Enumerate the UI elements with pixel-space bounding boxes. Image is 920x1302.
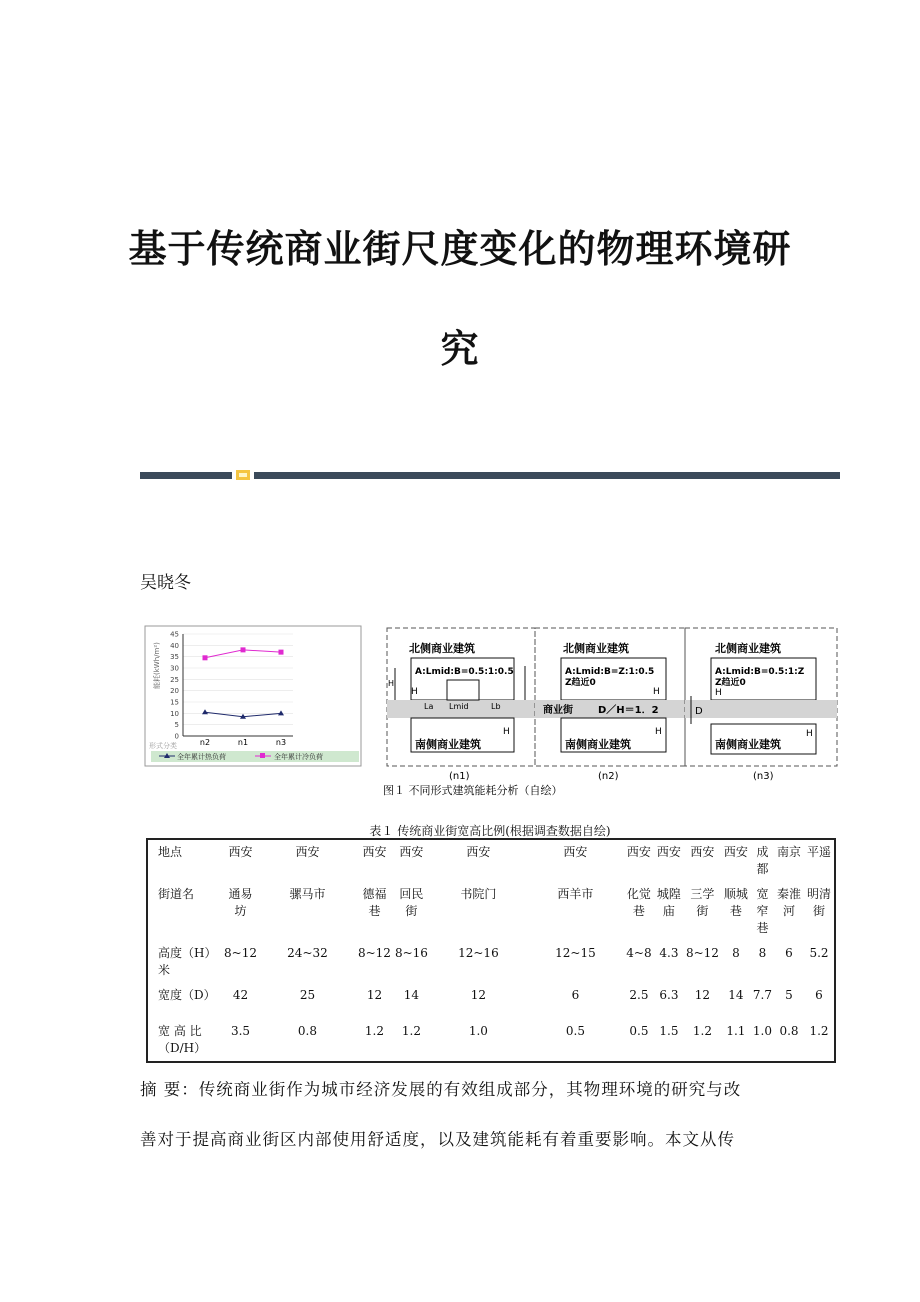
cell: 宽窄巷 <box>756 887 769 935</box>
n2-approx: Z趋近0 <box>565 678 596 688</box>
abstract-line-2: 善对于提高商业街区内部使用舒适度，以及建筑能耗有着重要影响。本文从传 <box>140 1130 735 1149</box>
table-row-width <box>147 983 835 1019</box>
cell: 4.3 <box>659 946 679 960</box>
n1-ratio: A:Lmid:B=0.5:1:0.5 <box>415 667 514 677</box>
cell: 0.5 <box>565 1024 585 1038</box>
diagram-n1 <box>387 628 535 782</box>
cell: 12 <box>470 988 487 1002</box>
legend-heat: 全年累计热负荷 <box>177 753 226 761</box>
paper-title-line1: 基于传统商业街尺度变化的物理环境研 <box>128 226 792 271</box>
n2-street-label: 商业街 <box>543 705 573 716</box>
legend-cool: 全年累计冷负荷 <box>274 753 323 761</box>
cell: 24~32 <box>287 946 328 960</box>
table-row-street <box>147 882 835 941</box>
cell: 8~12 <box>224 946 257 960</box>
n2-h-south: H <box>655 727 662 737</box>
chart-ytick-label: 35 <box>170 653 179 662</box>
cell: 0.8 <box>297 1024 318 1038</box>
abstract-line-1: 摘 要：传统商业街作为城市经济发展的有效组成部分，其物理环境的研究与改 <box>140 1080 742 1099</box>
chart-ytick-label: 15 <box>170 698 179 707</box>
n3-d: D <box>695 706 703 717</box>
cool-point <box>203 655 208 660</box>
chart-ylabel: 能耗(kWh/m²) <box>153 642 161 689</box>
cell: 通易坊 <box>228 887 253 918</box>
cell: 1.1 <box>726 1024 746 1038</box>
table-row-place <box>147 839 835 882</box>
n2-h: H <box>653 687 660 697</box>
cell: 6 <box>815 988 823 1002</box>
chart-ytick-label: 0 <box>174 732 179 741</box>
row-label-width: 宽度（D） <box>158 988 216 1002</box>
diagram-n2 <box>535 628 685 782</box>
table-row-ratio <box>147 1019 835 1062</box>
n1-h-south: H <box>503 727 510 737</box>
cell: 1.2 <box>401 1024 421 1038</box>
cell: 骡马市 <box>289 887 326 901</box>
chart-ytick-label: 20 <box>170 687 179 696</box>
cell: 5 <box>785 988 793 1002</box>
cell: 1.0 <box>752 1024 772 1038</box>
cell: 德福巷 <box>362 887 387 918</box>
cell: 6 <box>571 988 580 1002</box>
chart-xlabel: 形式分类 <box>149 742 177 750</box>
cell: 0.8 <box>779 1024 799 1038</box>
cell: 西安 <box>656 845 681 859</box>
cell: 西安 <box>228 845 253 859</box>
row-label-street: 街道名 <box>158 887 195 901</box>
cell: 书院门 <box>460 887 497 901</box>
cell: 西安 <box>466 845 491 859</box>
chart-xtick-label: n1 <box>237 738 249 747</box>
cell: 西安 <box>723 845 748 859</box>
cell: 西安 <box>362 845 387 859</box>
table-row-height <box>147 941 835 983</box>
figure-1 <box>143 624 840 800</box>
cell: 城隍庙 <box>656 887 681 918</box>
author-name: 吴晓冬 <box>140 573 191 593</box>
cell: 西安 <box>563 845 588 859</box>
n1-lb: Lb <box>491 702 501 711</box>
n2-ratio: A:Lmid:B=Z:1:0.5 <box>565 667 655 677</box>
cell: 14 <box>403 988 420 1002</box>
cool-point <box>241 647 246 652</box>
chart-ytick-label: 5 <box>174 721 179 730</box>
legend-cool-marker <box>260 753 265 758</box>
cell: 1.5 <box>659 1024 679 1038</box>
cell: 0.5 <box>629 1024 649 1038</box>
row-label-height: 高度（H）米 <box>158 946 217 977</box>
chart-ytick-label: 30 <box>170 664 179 673</box>
cell: 南京 <box>776 845 801 859</box>
diagram-n3 <box>685 628 837 782</box>
cell: 西羊市 <box>557 887 594 901</box>
cell: 12 <box>694 988 711 1002</box>
n3-north-label: 北侧商业建筑 <box>715 642 781 655</box>
cell: 8~16 <box>394 946 428 960</box>
ratio-table <box>146 838 836 1063</box>
cell: 明清街 <box>806 887 831 918</box>
cell: 8~12 <box>685 946 719 960</box>
n2-panel-label: (n2) <box>598 771 619 782</box>
n3-panel-label: (n3) <box>753 771 774 782</box>
cell: 7.7 <box>752 988 772 1002</box>
n3-south-label: 南侧商业建筑 <box>715 738 781 751</box>
n3-h: H <box>715 688 722 698</box>
cell: 12~15 <box>555 946 596 960</box>
cell: 平遥 <box>806 845 831 859</box>
cell: 成都 <box>756 845 769 876</box>
chart-xtick-label: n2 <box>199 738 211 747</box>
cell: 西安 <box>295 845 320 859</box>
cell: 4~8 <box>626 946 652 960</box>
n1-h-dim: H <box>388 679 395 688</box>
chart-ytick-label: 25 <box>170 675 179 684</box>
energy-line-chart <box>145 626 361 766</box>
cool-point <box>279 650 284 655</box>
cell: 6 <box>785 946 793 960</box>
cell: 42 <box>232 988 249 1002</box>
cell: 回民街 <box>399 887 424 918</box>
table-title: 表１ 传统商业街宽高比例(根据调查数据自绘) <box>369 824 611 838</box>
cell: 8 <box>758 946 767 960</box>
chart-ytick-label: 45 <box>170 630 179 639</box>
n3-h-south: H <box>806 729 813 739</box>
cell: 25 <box>299 988 316 1002</box>
cell: 8~12 <box>357 946 391 960</box>
n1-panel-label: (n1) <box>449 771 470 782</box>
cell: 西安 <box>690 845 715 859</box>
cell: 12 <box>366 988 383 1002</box>
cell: 西安 <box>626 845 651 859</box>
cell: 1.2 <box>692 1024 712 1038</box>
n3-approx: Z趋近0 <box>715 678 746 688</box>
row-label-place: 地点 <box>158 845 183 859</box>
figure-caption: 图１ 不同形式建筑能耗分析（自绘） <box>383 784 563 797</box>
chart-ytick-label: 40 <box>170 641 179 650</box>
cell: 5.2 <box>809 946 829 960</box>
cell: 14 <box>728 988 744 1002</box>
cell: 6.3 <box>659 988 679 1002</box>
cell: 8 <box>732 946 740 960</box>
n1-la: La <box>424 702 434 711</box>
chart-ytick-label: 10 <box>170 709 179 718</box>
cell: 2.5 <box>629 988 649 1002</box>
n1-north-label: 北侧商业建筑 <box>409 642 475 655</box>
cell: 3.5 <box>230 1024 251 1038</box>
cell: 顺城巷 <box>723 887 748 918</box>
n3-ratio: A:Lmid:B=0.5:1:Z <box>715 667 805 677</box>
cell: 三学街 <box>690 887 715 918</box>
n1-south-label: 南侧商业建筑 <box>415 738 481 751</box>
n1-h: H <box>411 687 418 697</box>
n2-north-label: 北侧商业建筑 <box>563 642 629 655</box>
row-label-ratio: 宽 高 比（D/H） <box>158 1024 207 1055</box>
cell: 12~16 <box>458 946 499 960</box>
cell: 西安 <box>399 845 424 859</box>
chart-xtick-label: n3 <box>275 738 287 747</box>
cell: 化觉巷 <box>626 887 651 918</box>
cell: 秦淮河 <box>776 887 801 918</box>
n2-south-label: 南侧商业建筑 <box>565 738 631 751</box>
cell: 1.2 <box>809 1024 829 1038</box>
cell: 1.0 <box>468 1024 488 1038</box>
n1-lmid: Lmid <box>449 702 469 711</box>
n2-dh-label: D／H＝1．2 <box>598 705 659 716</box>
cell: 1.2 <box>364 1024 384 1038</box>
title-divider <box>140 470 840 480</box>
paper-title-line2: 究 <box>440 326 480 371</box>
